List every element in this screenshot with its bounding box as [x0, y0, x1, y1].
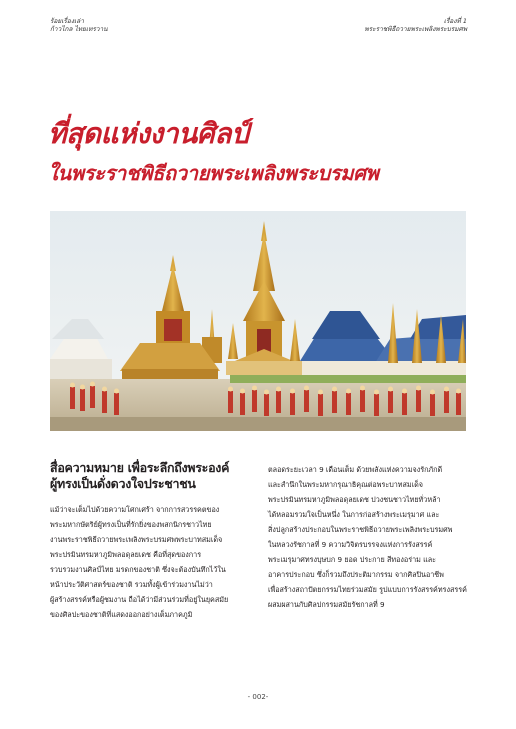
right-paragraph	[268, 462, 467, 612]
paragraph-line: อาคารประกอบ ซึ่งก็รวมถึงประติมากรรม จากศิลปินอาชีพ	[268, 570, 444, 579]
paragraph-line: หน้าประวัติศาสตร์ของชาติ รวมทั้งผู้เข้าร่วมงานไม่ว่า	[50, 580, 213, 589]
paragraph-line: พระปรมินทรมหาภูมิพลอดุลยเดช คือที่สุดของการ	[50, 550, 202, 559]
paragraph-line: ได้หลอมรวมใจเป็นหนึ่ง ในการก่อสร้างพระเมรุมาศ และ	[268, 510, 440, 519]
paragraph-line: พระมหากษัตริย์ผู้ทรงเป็นที่รักยิ่งของพสกนิกรชาวไทย	[50, 520, 212, 529]
paragraph-line: พระปรมินทรมหาภูมิพลอดุลยเดช ปวงชนชาวไทยทั่วหล้า	[268, 495, 441, 504]
paragraph-line: สิ่งปลูกสร้างประกอบในพระราชพิธีถวายพระเพลิงพระบรมศพ	[268, 525, 453, 534]
right-column	[268, 462, 467, 612]
royal-crematorium-photo	[50, 211, 466, 431]
paragraph-line: ตลอดระยะเวลา 9 เดือนเต็ม ด้วยพลังแห่งความจงรักภักดี	[268, 465, 443, 474]
header-left-line1: ร้อยเรื่องเล่า	[50, 17, 84, 25]
paragraph-line: พระเมรุมาศทรงบุษบก 9 ยอด ประกาย สีทองอร่าม และ	[268, 555, 437, 564]
left-column	[50, 460, 246, 622]
paragraph-line: งานพระราชพิธีถวายพระเพลิงพระบรมศพพระบาทสมเด็จ	[50, 535, 223, 544]
header-left-line2: ก้าวไกล ไทยเทรวาน	[50, 25, 108, 33]
paragraph-line: ของศิลปะของชาติที่แสดงออกอย่างเต็มภาคภูมิ	[50, 610, 193, 619]
header-right-line1: เรื่องที่ 1	[443, 17, 467, 25]
paragraph-line: ผู้สร้างสรรค์หรือผู้ชมงาน ถือได้ว่ามีส่วนร่วมที่อยู่ในยุคสมัย	[50, 595, 229, 604]
left-paragraph	[50, 502, 246, 622]
paragraph-line: และสำนึกในพระมหากรุณาธิคุณต่อพระบาทสมเด็จ	[268, 480, 423, 489]
page-title: ที่สุดแห่งงานศิลป์	[48, 117, 249, 150]
section-subtitle-line2: ผู้ทรงเป็นดั่งดวงใจประชาชน	[50, 476, 196, 491]
paragraph-line: แม้ว่าจะเต็มไปด้วยความโศกเศร้า จากการสวรรคตของ	[50, 505, 220, 514]
paragraph-line: รวบรวมงานศิลป์ไทย มรดกของชาติ ซึ่งจะต้องบันทึกไว้ใน	[50, 565, 226, 574]
header-left	[50, 17, 108, 33]
header-right-line2: พระราชพิธีถวายพระเพลิงพระบรมศพ	[364, 25, 467, 33]
page-title-subline: ในพระราชพิธีถวายพระเพลิงพระบรมศพ	[48, 161, 379, 185]
header-right	[364, 17, 467, 33]
paragraph-line: ในหลวงรัชกาลที่ 9 ความวิจิตรบรรจงแห่งการรังสรรค์	[268, 540, 433, 549]
page-number: - 002-	[247, 693, 269, 701]
paragraph-line: ผสมผสานกับศิลปกรรมสมัยรัชกาลที่ 9	[268, 600, 385, 609]
paragraph-line: เพื่อสร้างสถาปัตยกรรมไทยร่วมสมัย รูปแบบการรังสรรค์ทรงสรรค์	[268, 585, 467, 594]
section-subtitle	[50, 460, 246, 492]
section-subtitle-line1: สื่อความหมาย เพื่อระลึกถึงพระองค์	[50, 460, 230, 475]
